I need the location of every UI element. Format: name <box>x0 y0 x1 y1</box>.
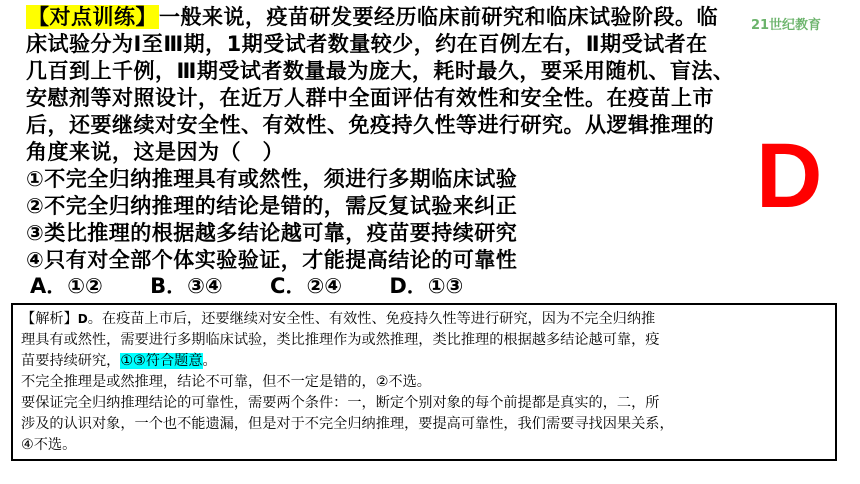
question-line-1 <box>26 4 836 31</box>
analysis-label: 【解析】 <box>21 311 78 327</box>
question-text-5: 后，还要继续对安全性、有效性、免疫持久性等进行研究。从逻辑推理的 <box>26 113 714 137</box>
statement-2: ②不完全归纳推理的结论是错的，需反复试验来纠正 <box>26 194 518 218</box>
question-text-2: 床试验分为Ⅰ至Ⅲ期，1期受试者数量较少，约在百例左右，Ⅱ期受试者在 <box>26 32 708 56</box>
analysis-line-6: 涉及的认识对象，一个也不能遗漏，但是对于不完全归纳推理，要提高可靠性，我们需要寻找因果关系， <box>21 416 674 432</box>
question-text-6: 角度来说，这是因为（ ） <box>26 140 284 164</box>
brand-logo <box>718 6 854 40</box>
question-text-1: 一般来说，疫苗研发要经历临床前研究和临床试验阶段。临 <box>159 5 718 29</box>
option-d: D．①③ <box>389 274 464 298</box>
question-block <box>26 4 836 274</box>
answer-letter: D <box>756 125 823 227</box>
options-row <box>30 273 503 300</box>
analysis-line-2: 理具有或然性，需要进行多期临床试验，类比推理作为或然推理，类比推理的根据越多结论越可靠，疫 <box>21 332 660 348</box>
training-tag: 【对点训练】 <box>28 5 157 29</box>
statement-4: ④只有对全部个体实验验证，才能提高结论的可靠性 <box>26 248 518 272</box>
analysis-text-3-end: 。 <box>202 353 217 369</box>
statement-3: ③类比推理的根据越多结论越可靠，疫苗要持续研究 <box>26 221 518 245</box>
analysis-answer-letter: D <box>77 312 88 326</box>
question-text-4: 安慰剂等对照设计，在近万人群中全面评估有效性和安全性。在疫苗上市 <box>26 86 714 110</box>
analysis-line-5: 要保证完全归纳推理结论的可靠性，需要两个条件：一，断定个别对象的每个前提都是真实的，二，所 <box>21 395 660 411</box>
analysis-line-4: 不完全推理是或然推理，结论不可靠，但不一定是错的，②不选。 <box>21 374 431 390</box>
option-c: C．②④ <box>270 274 343 298</box>
analysis-line-7: ④不选。 <box>21 437 77 453</box>
question-text-3: 几百到上千例，Ⅲ期受试者数量最为庞大，耗时最久，要采用随机、盲法、 <box>26 59 735 83</box>
highlighted-conclusion: ①③符合题意 <box>120 353 203 369</box>
statement-1: ①不完全归纳推理具有或然性，须进行多期临床试验 <box>26 167 518 191</box>
analysis-text-1: 。在疫苗上市后，还要继续对安全性、有效性、免疫持久性等进行研究，因为不完全归纳推 <box>87 311 656 327</box>
analysis-box <box>11 303 837 461</box>
analysis-line-3 <box>21 351 827 372</box>
option-a: A．①② <box>30 274 103 298</box>
option-b: B．③④ <box>150 274 223 298</box>
logo-text: 21世纪教育 <box>750 17 822 33</box>
analysis-line-1 <box>21 309 827 330</box>
analysis-text-3: 苗要持续研究， <box>21 353 121 369</box>
